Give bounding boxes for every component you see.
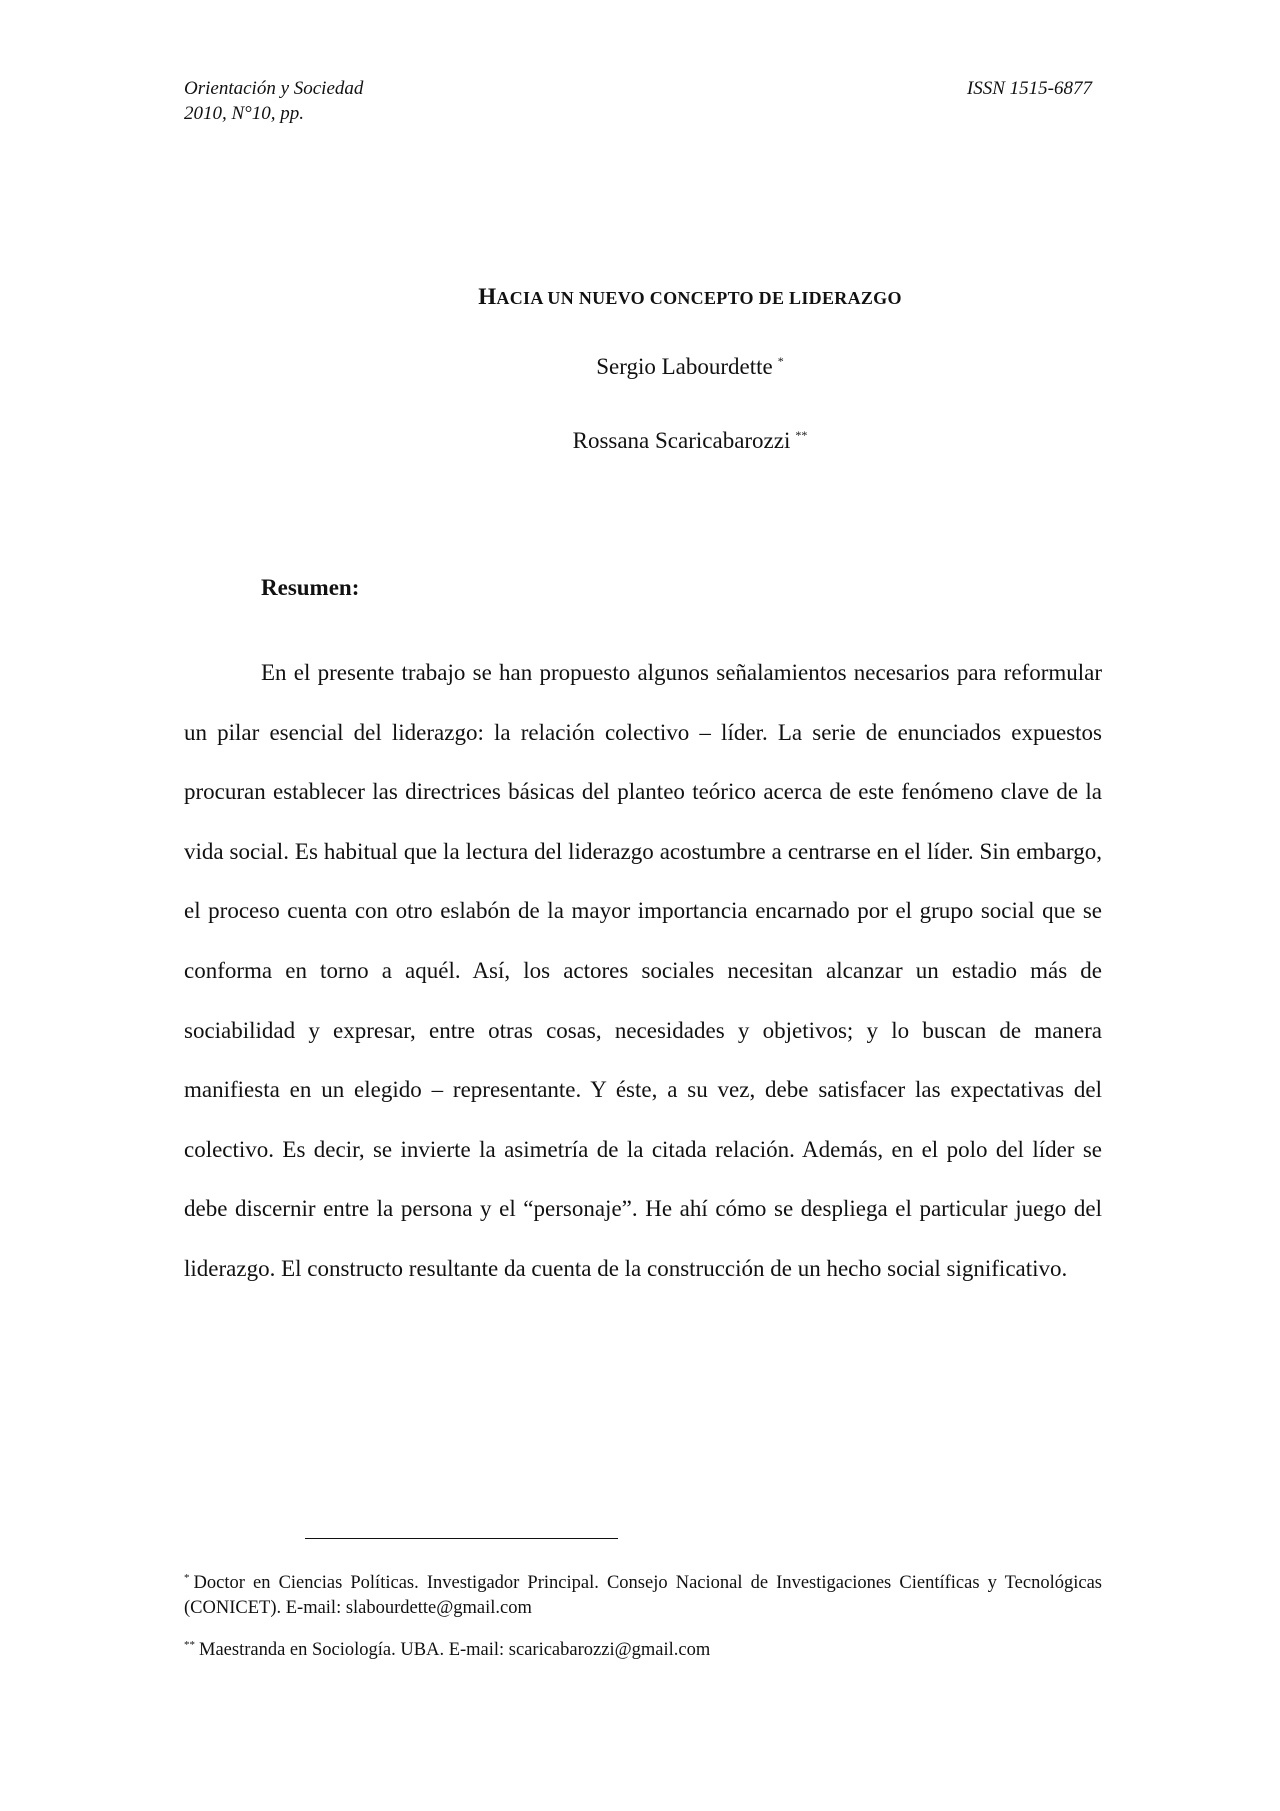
title-rest: ACIA UN NUEVO CONCEPTO DE LIDERAZGO [496,288,902,308]
footnote-1-text: Doctor en Ciencias Políticas. Investigador Principal. Consejo Nacional de Investigaciones Científicas y Tecnológicas (CONICET). E-mail: slabourdette@gmail.com [184,1573,1102,1618]
footnote-1 [184,1566,1102,1621]
author-1 [0,354,1280,380]
abstract-heading: Resumen: [261,575,360,600]
issn: ISSN 1515-6877 [966,78,1092,99]
title-initial: H [478,284,497,309]
footnote-1-mark: * [184,1572,190,1584]
paper-title [0,284,1280,310]
author-2 [0,428,1280,454]
issue-info: 2010, N°10, pp. [184,103,305,124]
abstract-body: En el presente trabajo se han propuesto algunos señalamientos necesarios para reformular un pilar esencial del liderazgo: la relación colectivo – líder. La serie de enunciados expuestos procuran establecer las directrices básicas del planteo teórico acerca de este fenómeno clave de la vida social. Es habitual que la lectura del liderazgo acostumbre a centrarse en el líder. Sin embargo, el proceso cuenta con otro eslabón de la mayor importancia encarnado por el grupo social que se conforma en torno a aquél. Así, los actores sociales necesitan alcanzar un estadio más de sociabilidad y expresar, entre otras cosas, necesidades y objetivos; y lo buscan de manera manifiesta en un elegido – representante. Y éste, a su vez, debe satisfacer las expectativas del colectivo. Es decir, se invierte la asimetría de la citada relación. Además, en el polo del líder se debe discernir entre la persona y el “personaje”. He ahí cómo se despliega el particular juego del liderazgo. El constructo resultante da cuenta de la construcción de un hecho social significativo. [184,660,1102,1281]
journal-name: Orientación y Sociedad [184,78,364,99]
footnotes [184,1566,1102,1675]
footnote-2-text: Maestranda en Sociología. UBA. E-mail: scaricabarozzi@gmail.com [199,1640,711,1660]
author-1-footnote-mark: * [777,354,784,368]
author-2-name: Rossana Scaricabarozzi [572,428,791,453]
footnote-2-mark: ** [184,1639,195,1651]
footnote-divider [305,1538,618,1539]
running-header [184,76,1092,126]
author-1-name: Sergio Labourdette [596,354,773,379]
footnote-2 [184,1633,1102,1663]
author-2-footnote-mark: ** [795,428,808,442]
